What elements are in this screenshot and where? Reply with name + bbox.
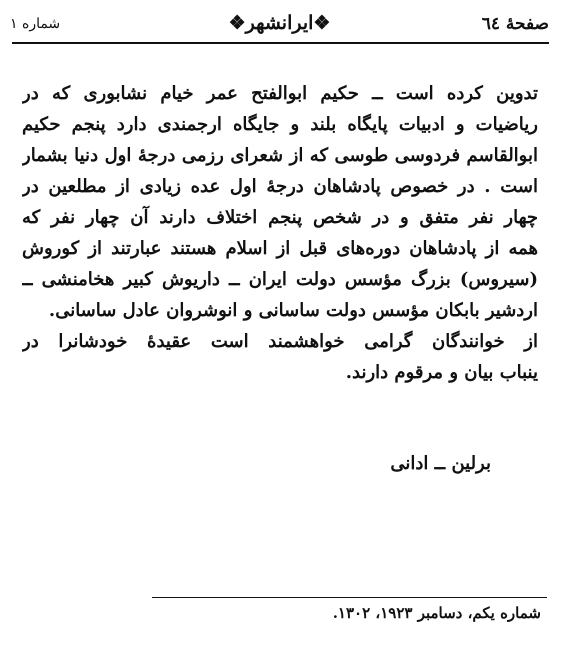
- author-signature: برلین ــ ادانی: [390, 453, 491, 474]
- text-line: همه از پادشاهان دوره‌های قبل از اسلام هستند عبارتند از کوروش: [22, 238, 538, 259]
- text-line: ینباب بیان و مرقوم دارند.: [345, 362, 538, 383]
- footnote-divider: [152, 597, 547, 598]
- text-line: تدوین کرده است ــ حکیم ابوالفتح عمر خیام نشابوری که در: [22, 83, 538, 104]
- text-line: از خوانندگان گرامی خواهشمند است عقیدهٔ خودشانرا در: [22, 331, 538, 352]
- page-number: صفحهٔ ٦٤: [481, 14, 549, 34]
- issue-number: شماره ۱: [10, 16, 61, 32]
- text-line: است . در خصوص پادشاهان درجهٔ اول عده زیادی از مطلعین در: [22, 176, 538, 197]
- text-line: ریاضیات و ادبیات پایگاه بلند و جایگاه ارجمندی دارد پنجم حکیم: [22, 114, 538, 135]
- footnote: شماره یکم، دسامبر ۱۹۲۳، ۱۳۰۲.: [332, 604, 541, 622]
- text-line: ابوالقاسم فردوسی طوسی که از شعرای رزمی درجهٔ اول دنیا بشمار: [22, 145, 538, 166]
- page-header: [10, 12, 549, 38]
- text-line: چهار نفر متفق و در شخص پنجم اختلاف دارند آن چهار نفر که: [22, 207, 538, 228]
- header-divider: [12, 42, 549, 44]
- text-line: (سیروس) بزرگ مؤسس دولت ایران ــ داریوش کبیر هخامنشی ــ: [22, 269, 538, 290]
- journal-title: ❖ایرانشهر❖: [228, 12, 331, 34]
- text-line: اردشیر بابکان مؤسس دولت ساسانی و انوشروان عادل ساسانی.: [48, 300, 538, 321]
- article-body: [22, 78, 538, 388]
